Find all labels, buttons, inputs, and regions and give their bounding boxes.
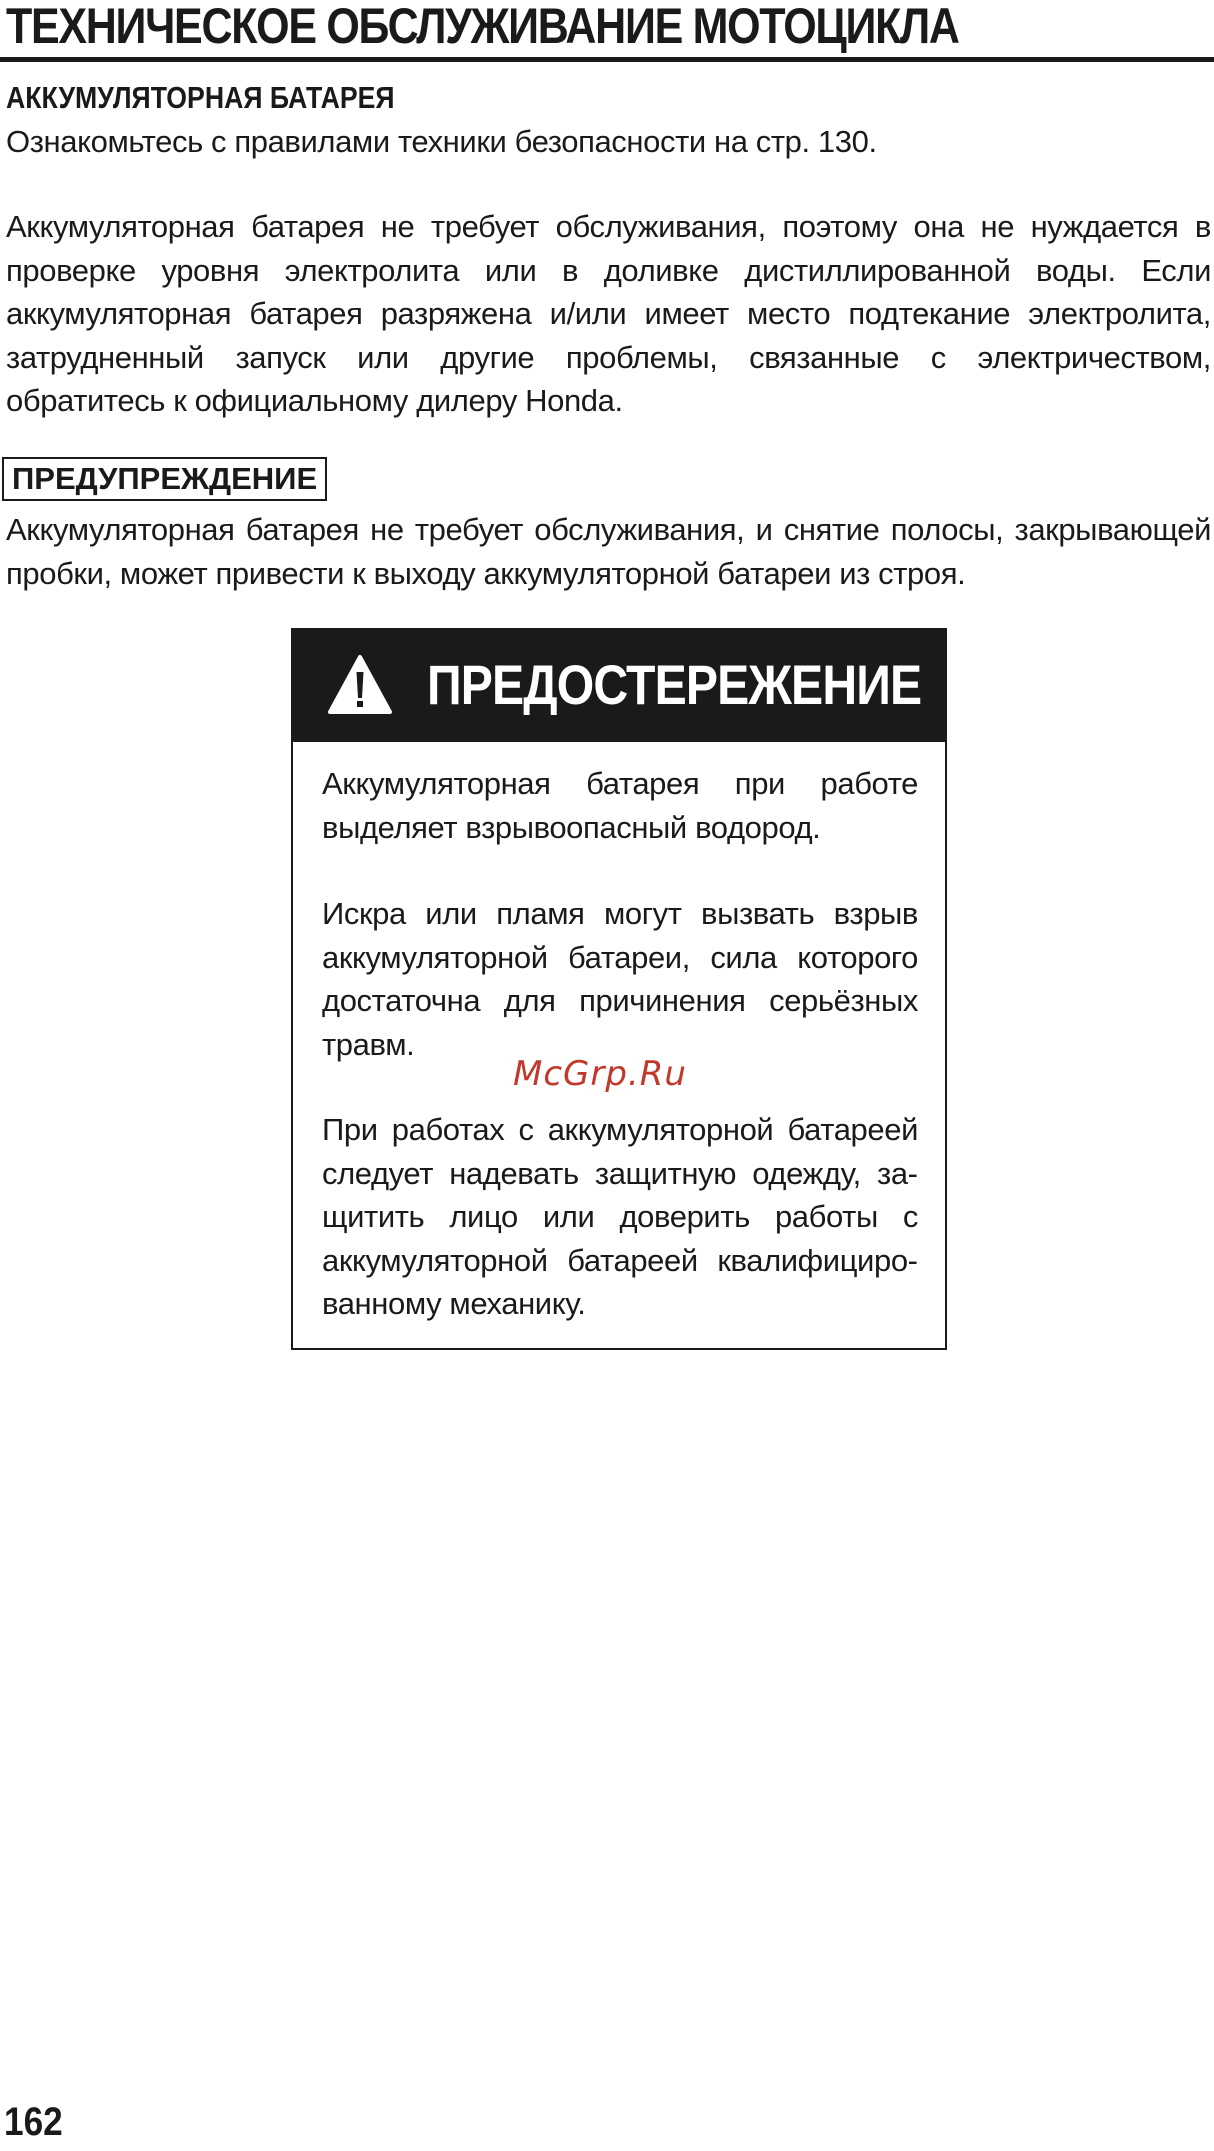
watermark-logo: McGrp.Ru — [513, 1054, 687, 1094]
notice-label: ПРЕДУПРЕЖДЕНИЕ — [2, 457, 327, 501]
warning-paragraph-explosion: Искра или пламя могут вызвать взрыв аккумуляторной батареи, сила которого достаточна для причинения серьёзных травм. — [322, 896, 918, 1062]
warning-title: ПРЕДОСТЕРЕЖЕНИЕ — [427, 653, 922, 716]
page-number: 162 — [4, 2100, 63, 2144]
section-heading: АККУМУЛЯТОРНАЯ БАТАРЕЯ — [6, 80, 395, 115]
warning-box — [291, 628, 947, 1350]
warning-triangle-icon — [327, 654, 393, 716]
page-title: ТЕХНИЧЕСКОЕ ОБСЛУЖИВАНИЕ МОТОЦИКЛА — [6, 0, 959, 54]
notice-text: Аккумуляторная батарея не требует обслуживания, и снятие полосы, закрывающей пробки, может привести к выходу аккумуляторной батареи из строя. — [6, 512, 1211, 591]
battery-maintenance-paragraph: Аккумуляторная батарея не требует обслуживания, поэтому она не нуждается в проверке уровня электролита или в доливке дистиллированной воды. Если аккумуляторная батарея разряжена и/или имеет место подтекание электролита, затрудненный запуск или другие проблемы, связанные с электричеством, обратитесь к официальному дилеру Honda. — [6, 209, 1211, 418]
warning-paragraph-hydrogen: Аккумуляторная батарея при работе выделяет взрывоопасный водород. — [322, 766, 918, 845]
warning-paragraph-protection: При работах с аккумуляторной батареей следует надевать защитную одежду, защитить лицо или доверить работы с аккумуляторной батареей квалифицированному механику. — [322, 1112, 918, 1321]
warning-header — [293, 630, 945, 742]
safety-reference-note: Ознакомьтесь с правилами техники безопасности на стр. 130. — [6, 124, 877, 159]
title-rule — [0, 57, 1214, 62]
